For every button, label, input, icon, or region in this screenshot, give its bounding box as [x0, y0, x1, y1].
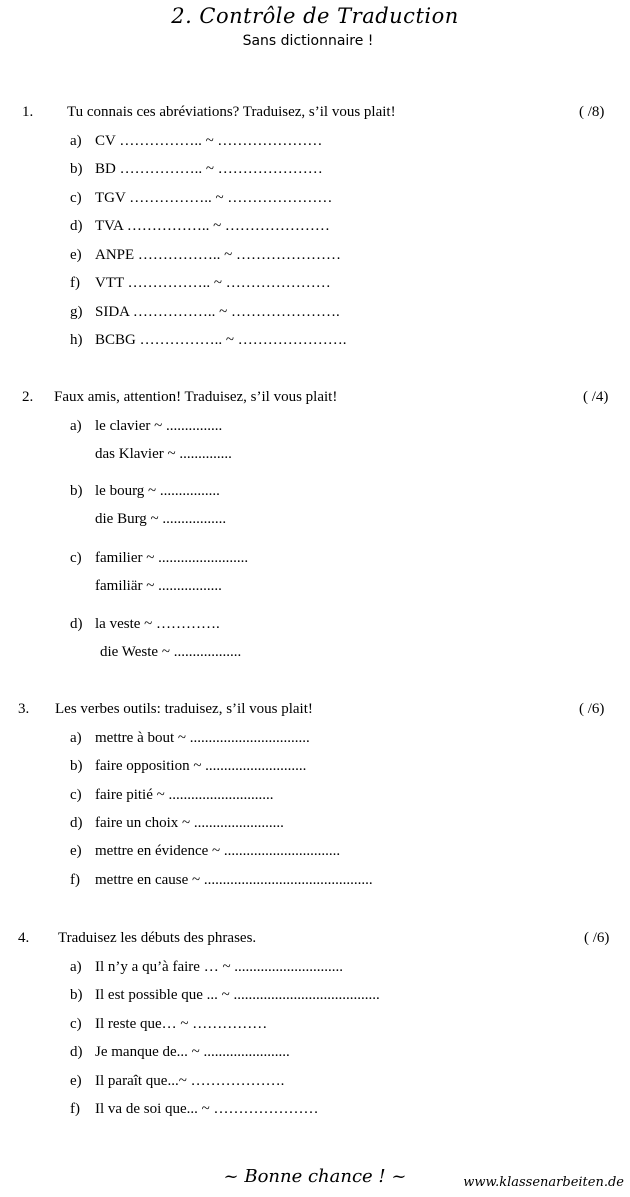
- item-text: CV …………….. ~ …………………: [95, 133, 323, 149]
- list-item: [70, 483, 220, 500]
- section-4-score: ( /6): [584, 930, 610, 946]
- section-3-score: ( /6): [579, 701, 605, 717]
- item-letter: a): [70, 133, 82, 149]
- item-letter: d): [70, 1044, 83, 1060]
- item-text: TGV …………….. ~ …………………: [95, 190, 333, 206]
- item-text: Il reste que… ~ ……………: [95, 1016, 268, 1032]
- item-text: Il n’y a qu’à faire … ~ .............................: [95, 959, 344, 975]
- item-letter: f): [70, 1101, 80, 1117]
- section-1-score: ( /8): [579, 104, 605, 120]
- section-instruction: Traduisez les débuts des phrases.: [58, 930, 257, 946]
- item-text: mettre à bout ~ ................................: [95, 730, 310, 746]
- list-item: [70, 730, 310, 747]
- item-letter: c): [70, 190, 82, 206]
- item-text: die Weste ~ ..................: [100, 644, 242, 660]
- list-item: [70, 332, 346, 349]
- section-instruction: Les verbes outils: traduisez, s’il vous plait!: [55, 701, 313, 717]
- section-4-header: [18, 930, 538, 950]
- item-letter: c): [70, 1016, 82, 1032]
- list-item: [70, 304, 340, 321]
- list-item: [70, 987, 380, 1004]
- list-item: [70, 550, 248, 567]
- section-2-header: [22, 389, 542, 409]
- item-text: BD …………….. ~ …………………: [95, 161, 323, 177]
- item-text: faire un choix ~ ........................: [95, 815, 284, 831]
- item-text: das Klavier ~ ..............: [95, 446, 232, 462]
- page-title: 2. Contrôle de Traduction: [171, 4, 459, 28]
- list-item: [70, 815, 284, 832]
- list-item: [70, 758, 306, 775]
- list-item: [70, 1044, 290, 1061]
- list-item: [70, 1073, 284, 1090]
- list-item: [70, 872, 373, 889]
- item-letter: b): [70, 161, 83, 177]
- section-number: 3.: [18, 701, 30, 717]
- section-number: 2.: [22, 389, 34, 405]
- item-text: mettre en évidence ~ ...............................: [95, 843, 341, 859]
- item-text: Il paraît que...~ ……………….: [95, 1073, 285, 1089]
- list-item: [70, 1016, 267, 1033]
- list-item: [70, 247, 341, 264]
- footer-text: ~ Bonne chance ! ~: [223, 1166, 407, 1187]
- item-text: die Burg ~ .................: [95, 511, 227, 527]
- section-1-header: [22, 104, 542, 124]
- list-item: [70, 959, 343, 976]
- list-item: [70, 616, 220, 633]
- item-text: Il est possible que ... ~ .......................................: [95, 987, 380, 1003]
- page-subtitle: Sans dictionnaire !: [242, 33, 374, 49]
- item-text: le bourg ~ ................: [95, 483, 220, 499]
- item-text: Je manque de... ~ .......................: [95, 1044, 290, 1060]
- site-watermark: www.klassenarbeiten.de: [463, 1175, 624, 1190]
- list-item: [70, 275, 331, 292]
- section-number: 4.: [18, 930, 30, 946]
- item-text: faire pitié ~ ............................: [95, 787, 274, 803]
- item-text: ANPE …………….. ~ …………………: [95, 247, 342, 263]
- list-item: [70, 787, 274, 804]
- item-letter: d): [70, 815, 83, 831]
- item-letter: a): [70, 730, 82, 746]
- item-letter: a): [70, 418, 82, 434]
- item-text: faire opposition ~ ...........................: [95, 758, 307, 774]
- item-text: familier ~ ........................: [95, 550, 249, 566]
- list-item: [70, 418, 222, 435]
- list-item: [70, 843, 340, 860]
- list-item: [70, 1101, 319, 1118]
- item-letter: e): [70, 247, 82, 263]
- section-3-header: [18, 701, 538, 721]
- item-letter: f): [70, 275, 80, 291]
- item-text: le clavier ~ ...............: [95, 418, 223, 434]
- item-text: VTT …………….. ~ …………………: [95, 275, 331, 291]
- section-2-score: ( /4): [583, 389, 609, 405]
- item-text: TVA …………….. ~ …………………: [95, 218, 330, 234]
- item-letter: b): [70, 758, 83, 774]
- section-number: 1.: [22, 104, 34, 120]
- item-letter: c): [70, 550, 82, 566]
- item-text: la veste ~ ………….: [95, 616, 220, 632]
- item-text: Il va de soi que... ~ …………………: [95, 1101, 319, 1117]
- item-letter: a): [70, 959, 82, 975]
- section-instruction: Faux amis, attention! Traduisez, s’il vous plait!: [54, 389, 338, 405]
- item-letter: d): [70, 616, 83, 632]
- item-letter: e): [70, 1073, 82, 1089]
- item-letter: g): [70, 304, 83, 320]
- list-item: [70, 133, 322, 150]
- list-item: [70, 161, 323, 178]
- item-letter: h): [70, 332, 83, 348]
- item-text: SIDA …………….. ~ ………………….: [95, 304, 340, 320]
- item-letter: b): [70, 483, 83, 499]
- section-instruction: Tu connais ces abréviations? Traduisez, s’il vous plait!: [67, 104, 396, 120]
- list-item: [70, 218, 330, 235]
- item-letter: c): [70, 787, 82, 803]
- item-text: BCBG …………….. ~ ………………….: [95, 332, 347, 348]
- item-letter: f): [70, 872, 80, 888]
- item-text: mettre en cause ~ .............................................: [95, 872, 373, 888]
- item-letter: d): [70, 218, 83, 234]
- item-letter: e): [70, 843, 82, 859]
- item-text: familiär ~ .................: [95, 578, 222, 594]
- item-letter: b): [70, 987, 83, 1003]
- list-item: [70, 190, 332, 207]
